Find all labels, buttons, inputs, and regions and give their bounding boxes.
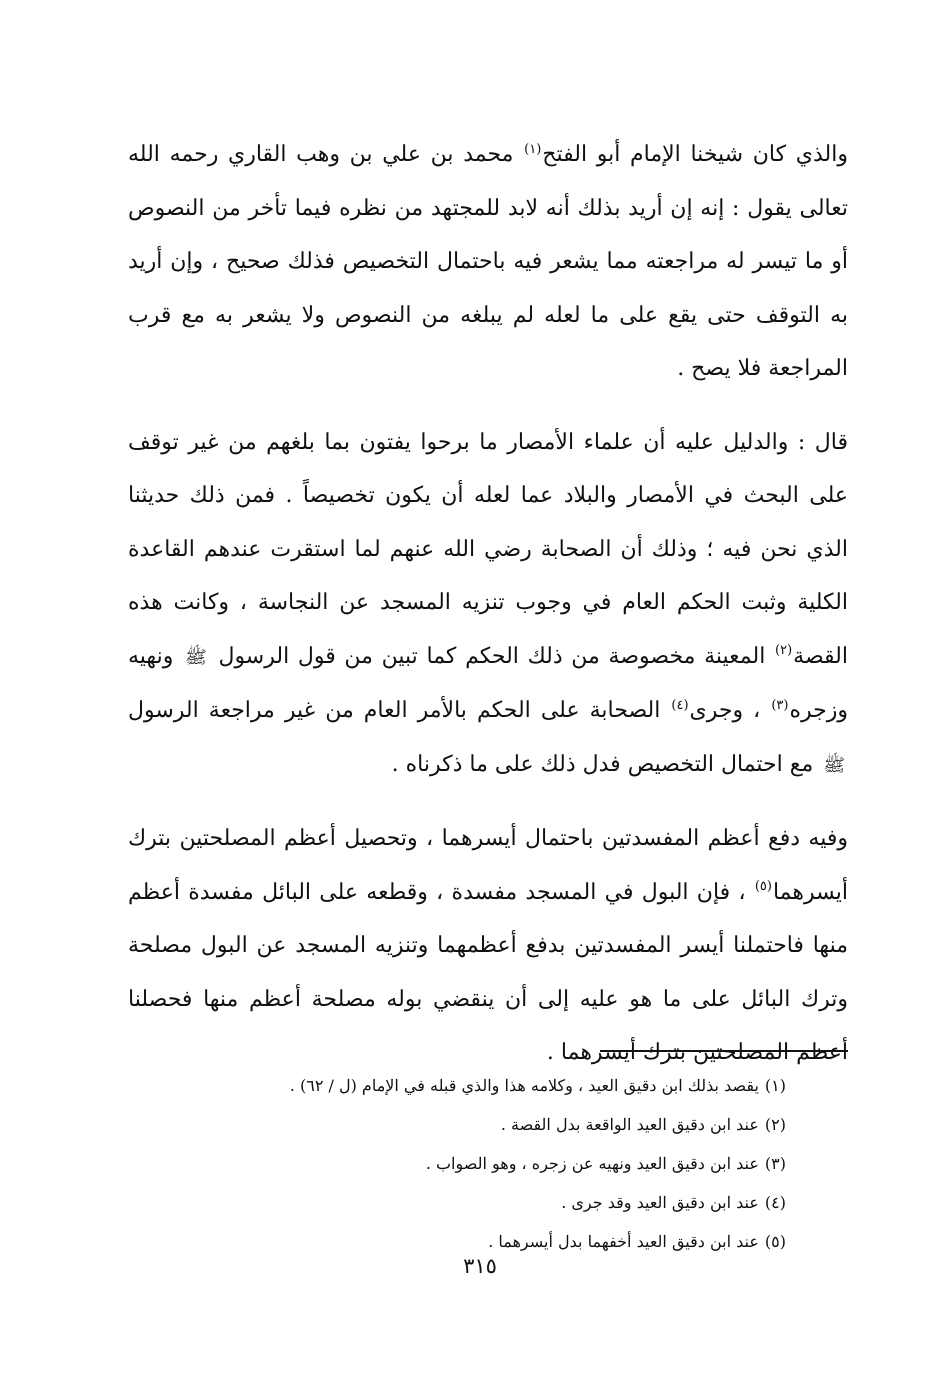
footnote-text: عند ابن دقيق العيد وقد جرى .: [561, 1193, 759, 1212]
footnote-text: عند ابن دقيق العيد ونهيه عن زجره ، وهو الصواب .: [425, 1154, 759, 1173]
paragraph: [128, 416, 848, 793]
footnote-text: عند ابن دقيق العيد الواقعة بدل القصة .: [500, 1115, 759, 1134]
paragraph-text: مع احتمال التخصيص فدل ذلك على ما ذكرناه .: [391, 751, 821, 777]
honorific-glyph: ﷺ: [185, 646, 207, 668]
main-text: [128, 128, 848, 1100]
footnotes: [128, 1066, 786, 1261]
footnote-ref: (٤): [671, 697, 689, 713]
footnote-number: (٤): [764, 1193, 786, 1212]
footnote: [128, 1066, 786, 1105]
honorific-glyph: ﷺ: [823, 754, 845, 776]
footnote-number: (٥): [764, 1232, 786, 1251]
paragraph-text: المعينة مخصوصة من ذلك الحكم كما تبين من قول الرسول: [209, 643, 775, 669]
footnote-number: (٢): [764, 1115, 786, 1134]
footnote-separator: [600, 1050, 848, 1052]
footnote-number: (٣): [764, 1154, 786, 1173]
paragraph: [128, 812, 848, 1080]
footnote: [128, 1105, 786, 1144]
paragraph-text: الصحابة على الحكم بالأمر العام من غير مراجعة الرسول: [128, 698, 671, 723]
paragraph-text: وفيه دفع أعظم المفسدتين باحتمال أيسرهما ، وتحصيل أعظم المصلحتين بترك أيسرهما: [128, 826, 848, 905]
footnote-text: يقصد بذلك ابن دقيق العيد ، وكلامه هذا والذي قبله في الإمام (ل / ٦٢) .: [289, 1076, 759, 1095]
footnote-ref: (٣): [771, 697, 789, 713]
paragraph: [128, 128, 848, 396]
footnote-text: عند ابن دقيق العيد أخفهما بدل أيسرهما .: [488, 1232, 759, 1251]
paragraph-text: ونهيه وزجره: [128, 643, 848, 723]
paragraph-text: محمد بن علي بن وهب القاري رحمه الله تعالى يقول : إنه إن أريد بذلك أنه لابد للمجتهد من نظره فيما تأخر من النصوص أو ما تيسر له مراجعته مما يشعر فيه باحتمال التخصيص فذلك صحيح ، وإن أريد به التوقف حتى يقع على ما لعله لم يبلغه من النصوص ولا يشعر به مع قرب المراجعة فلا يصح .: [128, 142, 848, 381]
footnote-ref: (٥): [754, 879, 772, 895]
footnote-ref: (١): [524, 141, 542, 157]
footnote: [128, 1144, 786, 1183]
paragraph-text: قال : والدليل عليه أن علماء الأمصار ما برحوا يفتون بما بلغهم من غير توقف على البحث في الأمصار والبلاد عما لعله أن يكون تخصيصاً . فمن ذلك حديثنا الذي نحن فيه ؛ وذلك أن الصحابة رضي الله عنهم لما استقرت عندهم القاعدة الكلية وثبت الحكم العام في وجوب تنزيه المسجد عن النجاسة ، وكانت هذه القصة: [128, 429, 848, 669]
paragraph-text: ، فإن البول في المسجد مفسدة ، وقطعه على البائل مفسدة أعظم منها فاحتملنا أيسر المفسدتين بدفع أعظمهما وتنزيه المسجد عن البول مصلحة وترك البائل على ما هو عليه إلى أن ينقضي بوله مصلحة أعظم منها فحصلنا أعظم المصلحتين بترك أيسرهما .: [128, 879, 848, 1065]
paragraph-text: ، وجرى: [689, 698, 771, 723]
footnote-ref: (٢): [775, 643, 793, 659]
footnote: [128, 1183, 786, 1222]
paragraph-text: والذي كان شيخنا الإمام أبو الفتح: [542, 142, 848, 167]
page-number: ٣١٥: [463, 1254, 497, 1278]
footnote-number: (١): [764, 1076, 786, 1095]
